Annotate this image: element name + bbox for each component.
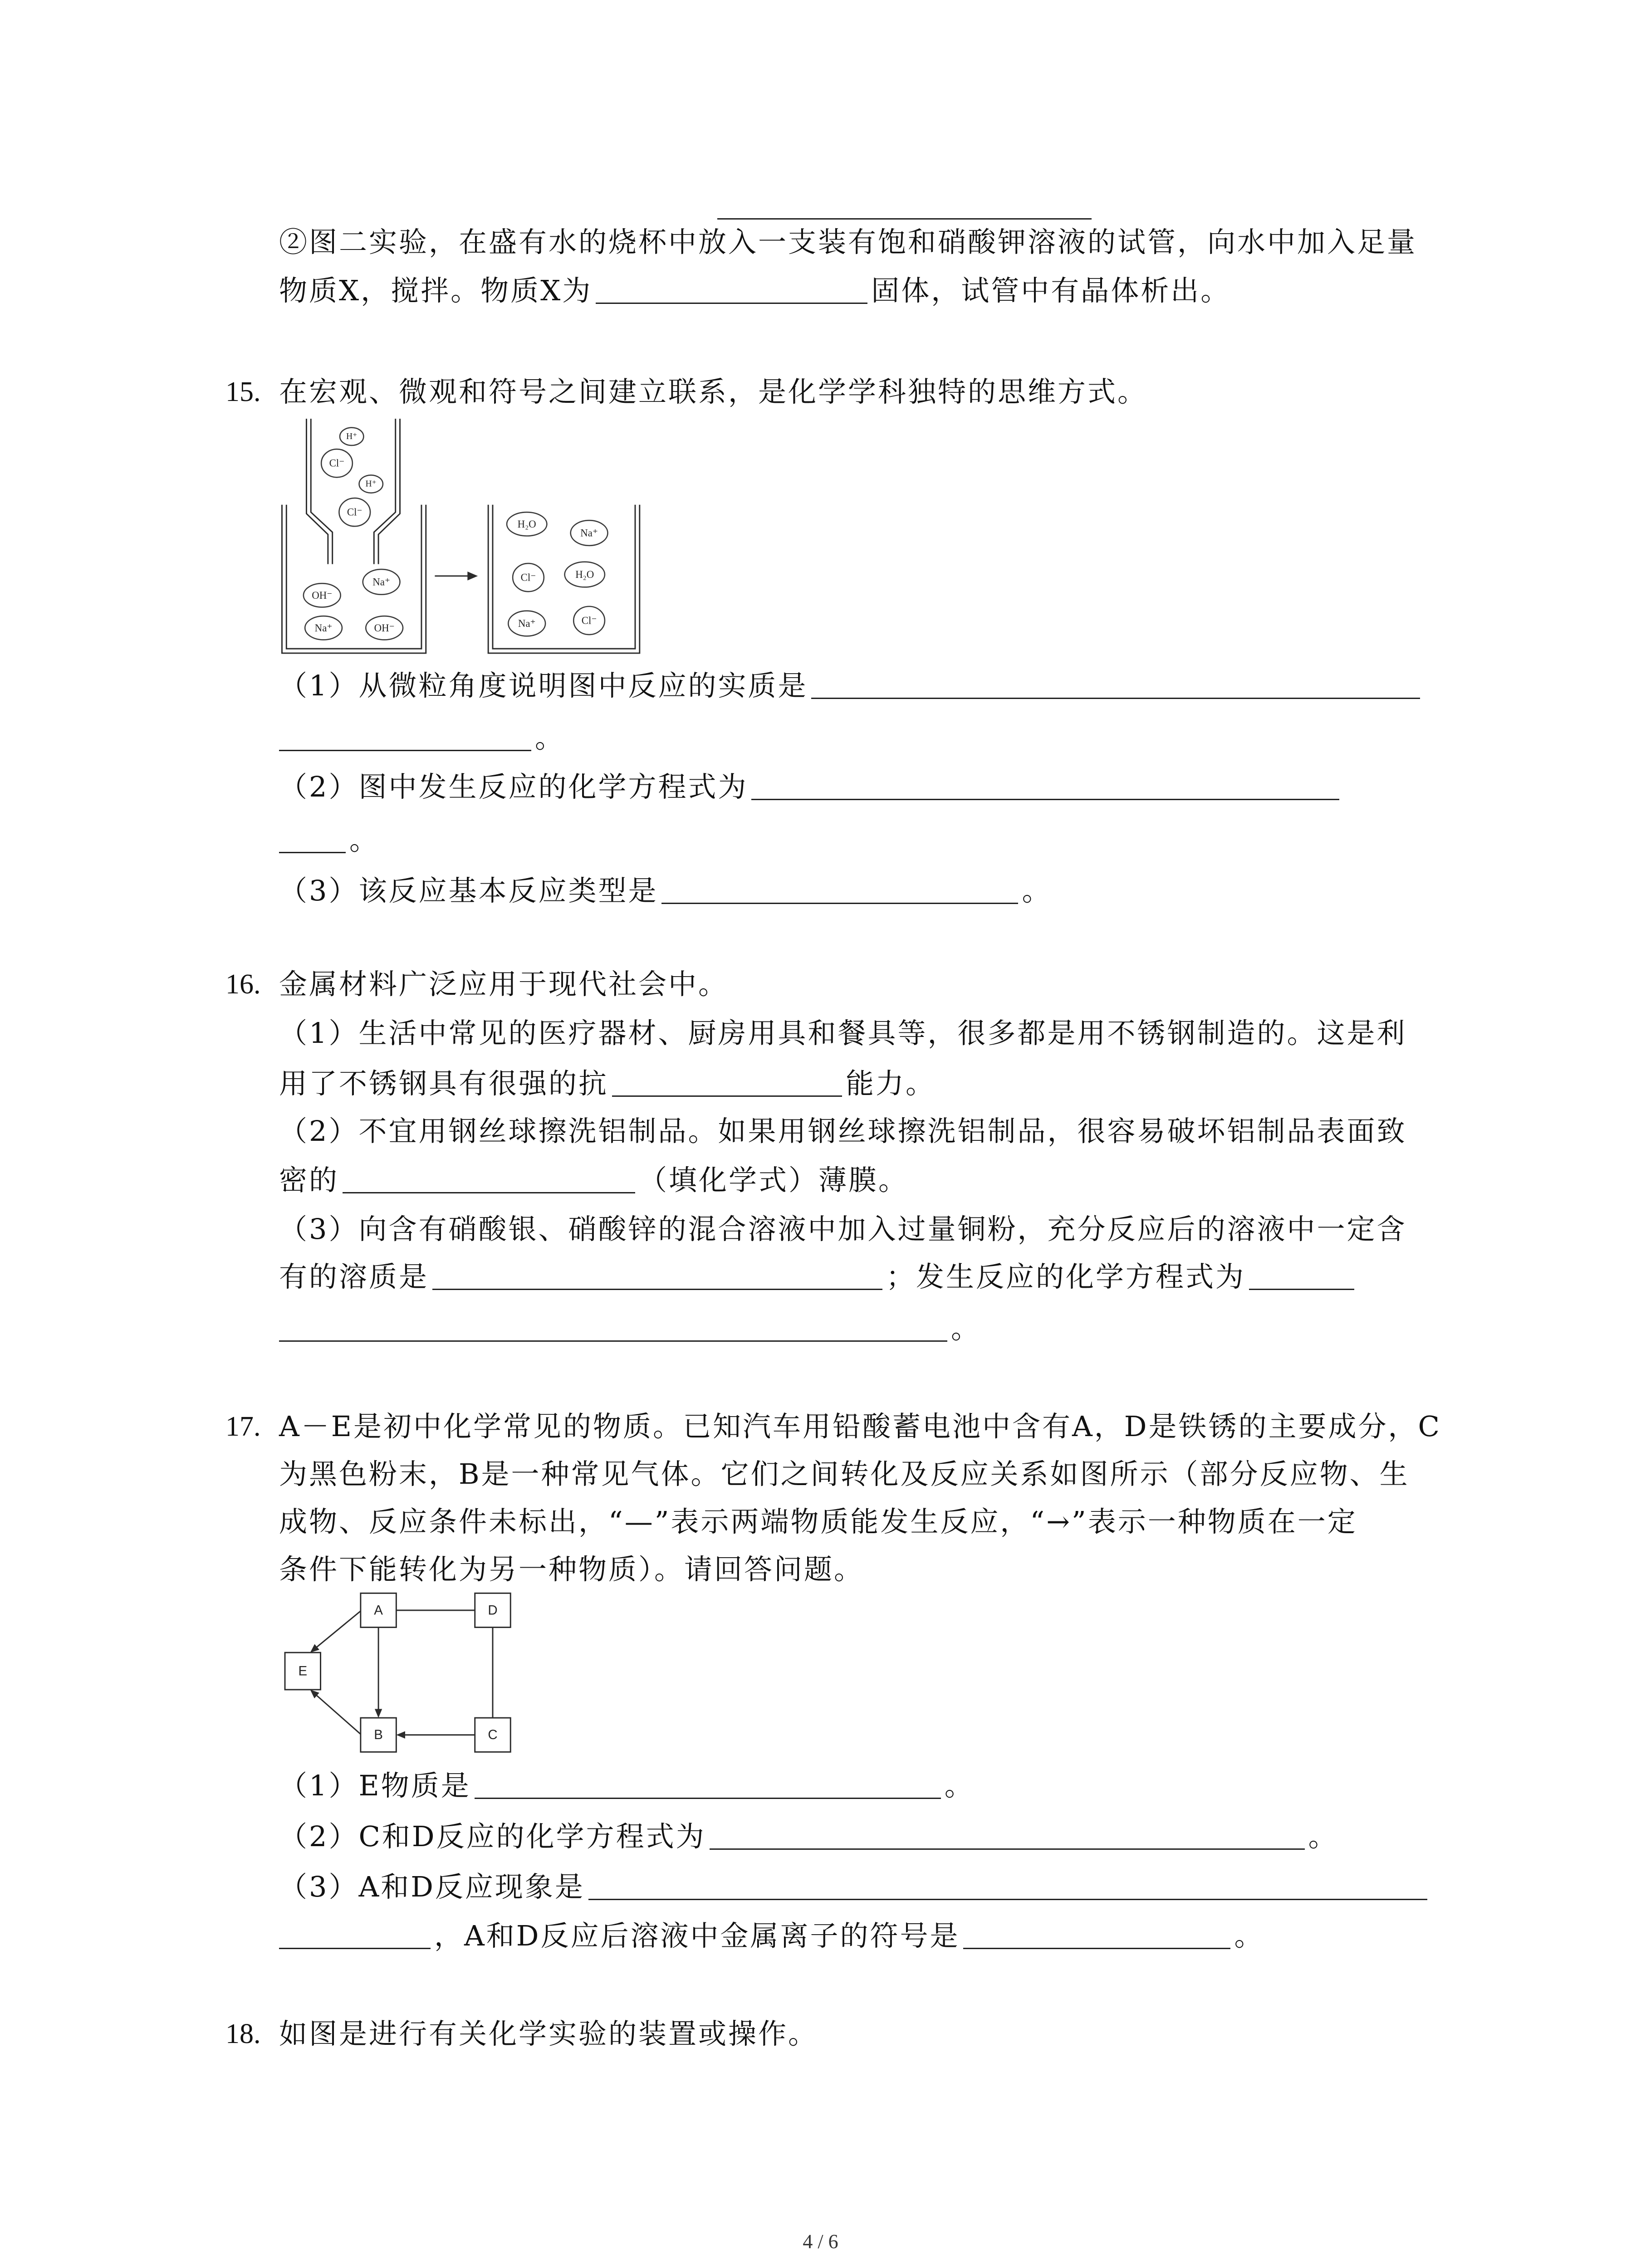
q15-sub2-end: 。: [349, 823, 380, 856]
ion-label: Na⁺: [580, 527, 598, 539]
q14-line2-text-end: 固体，试管中有晶体析出。: [871, 274, 1231, 307]
q16-sub3-mid: ；发生反应的化学方程式为: [886, 1260, 1246, 1293]
q15-sub2-continued: [279, 822, 379, 858]
answer-blank: [717, 205, 1092, 220]
answer-blank: [751, 776, 1339, 800]
ion-label: Na⁺: [314, 622, 333, 634]
ion-label: H₂O: [517, 518, 536, 530]
q16-stem: 金属材料广泛应用于现代社会中。: [279, 968, 729, 1001]
q15-sub1-end: 。: [535, 721, 565, 754]
q16-sub2-text: 密的: [279, 1163, 339, 1197]
node-a-label: A: [374, 1603, 383, 1618]
q16-sub2-end: （填化学式）薄膜。: [639, 1163, 909, 1197]
q17-sub2: [279, 1818, 1338, 1855]
q15-sub1-continued: [279, 720, 565, 756]
q17-sub3-end: 。: [1234, 1919, 1264, 1952]
answer-blank: [661, 880, 1018, 904]
q16-sub1-line2: [279, 1066, 936, 1102]
ion-label: OH⁻: [312, 589, 333, 601]
question-number: 18.: [225, 2019, 261, 2049]
answer-blank: [588, 1876, 1427, 1900]
page-number: 4 / 6: [803, 2230, 838, 2253]
ion-label: Na⁺: [518, 617, 536, 629]
q15-sub3: [279, 873, 1052, 909]
answer-blank: [612, 1073, 842, 1097]
ion-label: Cl⁻: [581, 615, 597, 626]
q15-sub2-text: （2）图中发生反应的化学方程式为: [279, 770, 748, 803]
ion-label: H₂O: [575, 569, 594, 581]
answer-blank: [279, 829, 346, 853]
q16-sub3-end: 。: [951, 1312, 981, 1345]
question-number: 17.: [225, 1411, 261, 1442]
dropper-right-wall: [378, 419, 400, 564]
q15-sub1-text: （1）从微粒角度说明图中反应的实质是: [279, 669, 808, 702]
q17-sub3: [279, 1869, 1431, 1905]
q16-sub1-text: 用了不锈钢具有很强的抗: [279, 1067, 609, 1100]
reaction-arrow-head: [467, 572, 478, 581]
arrow-c-to-b-head: [396, 1731, 405, 1739]
answer-blank: [596, 280, 867, 304]
q16-sub1-end: 能力。: [846, 1067, 936, 1100]
node-d-label: D: [488, 1603, 498, 1618]
dropper-left-wall-inner: [311, 419, 332, 564]
q17-sub2-text: （2）C和D反应的化学方程式为: [279, 1820, 706, 1853]
q17-sub2-end: 。: [1308, 1820, 1338, 1853]
q15-stem: 在宏观、微观和符号之间建立联系，是化学学科独特的思维方式。: [279, 375, 1148, 408]
ion-label: Cl⁻: [520, 572, 536, 583]
left-beaker-outer: [282, 505, 426, 653]
q17-sub1-end: 。: [944, 1769, 975, 1802]
answer-blank: [279, 727, 531, 751]
dropper-left-wall: [306, 419, 328, 564]
q15-sub3-text: （3）该反应基本反应类型是: [279, 874, 658, 907]
q16-sub2-line1: （2）不宜用钢丝球擦洗铝制品。如果用钢丝球擦洗铝制品，很容易破坏铝制品表面致: [279, 1114, 1407, 1148]
q16-sub3-line3: [279, 1310, 981, 1347]
answer-blank: [710, 1826, 1305, 1850]
q16-sub1-line1: （1）生活中常见的医疗器材、厨房用具和餐具等，很多都是用不锈钢制造的。这是利: [279, 1017, 1407, 1050]
answer-blank: [432, 1266, 882, 1290]
question-number: 15.: [225, 376, 261, 407]
q14-line2-text: 物质X，搅拌。物质X为: [279, 274, 593, 307]
answer-blank: [279, 1318, 947, 1342]
answer-blank: [475, 1775, 941, 1799]
arrow-b-to-e-line: [317, 1696, 361, 1734]
answer-blank: [279, 1925, 431, 1949]
answer-blank: [343, 1169, 635, 1193]
q15-sub1: [279, 668, 1424, 704]
q18-stem: 如图是进行有关化学实验的装置或操作。: [279, 2017, 818, 2050]
node-b-label: B: [374, 1727, 383, 1743]
q16-sub2-line2: [279, 1162, 908, 1198]
q17-stem-line1: A－E是初中化学常见的物质。已知汽车用铅酸蓄电池中含有A，D是铁锈的主要成分，C: [279, 1410, 1441, 1443]
q17-stem-line4: 条件下能转化为另一种物质）。请回答问题。: [279, 1553, 864, 1586]
ion-label: Cl⁻: [329, 457, 345, 469]
q17-sub1: [279, 1768, 975, 1804]
ion-label: H⁺: [365, 479, 377, 489]
q17-sub1-text: （1）E物质是: [279, 1769, 471, 1802]
answer-blank: [811, 675, 1420, 699]
q14-line2: [279, 273, 1230, 309]
q15-sub3-end: 。: [1022, 874, 1052, 907]
ion-label: Na⁺: [372, 576, 391, 588]
question-number: 16.: [225, 969, 261, 1000]
ion-reaction-diagram: [274, 413, 646, 659]
q15-sub2: [279, 769, 1343, 805]
q17-stem-line2: 为黑色粉末，B是一种常见气体。它们之间转化及反应关系如图所示（部分反应物、生: [279, 1457, 1410, 1491]
q17-sub3-text: （3）A和D反应现象是: [279, 1870, 585, 1903]
ion-label: H⁺: [346, 431, 358, 441]
q17-stem-line3: 成物、反应条件未标出，“—”表示两端物质能发生反应，“→”表示一种物质在一定: [279, 1505, 1357, 1538]
ion-label: Cl⁻: [347, 506, 362, 518]
node-e-label: E: [298, 1663, 308, 1679]
q14-line1: ②图二实验，在盛有水的烧杯中放入一支装有饱和硝酸钾溶液的试管，向水中加入足量: [279, 225, 1417, 259]
ion-label: OH⁻: [374, 622, 395, 634]
answer-blank: [963, 1925, 1230, 1949]
q16-sub3-line1: （3）向含有硝酸银、硝酸锌的混合溶液中加入过量铜粉，充分反应后的溶液中一定含: [279, 1212, 1407, 1246]
q17-sub3-mid: ，A和D反应后溶液中金属离子的符号是: [434, 1919, 960, 1952]
q16-sub3-text: 有的溶质是: [279, 1260, 429, 1293]
q16-sub3-line2: [279, 1259, 1358, 1295]
node-c-label: C: [488, 1727, 498, 1743]
answer-blank: [1249, 1266, 1354, 1290]
substance-relation-diagram: [274, 1586, 519, 1761]
arrow-a-to-b-head: [375, 1709, 382, 1718]
q17-sub3-continued: [279, 1918, 1264, 1954]
arrow-a-to-e-line: [317, 1611, 361, 1647]
